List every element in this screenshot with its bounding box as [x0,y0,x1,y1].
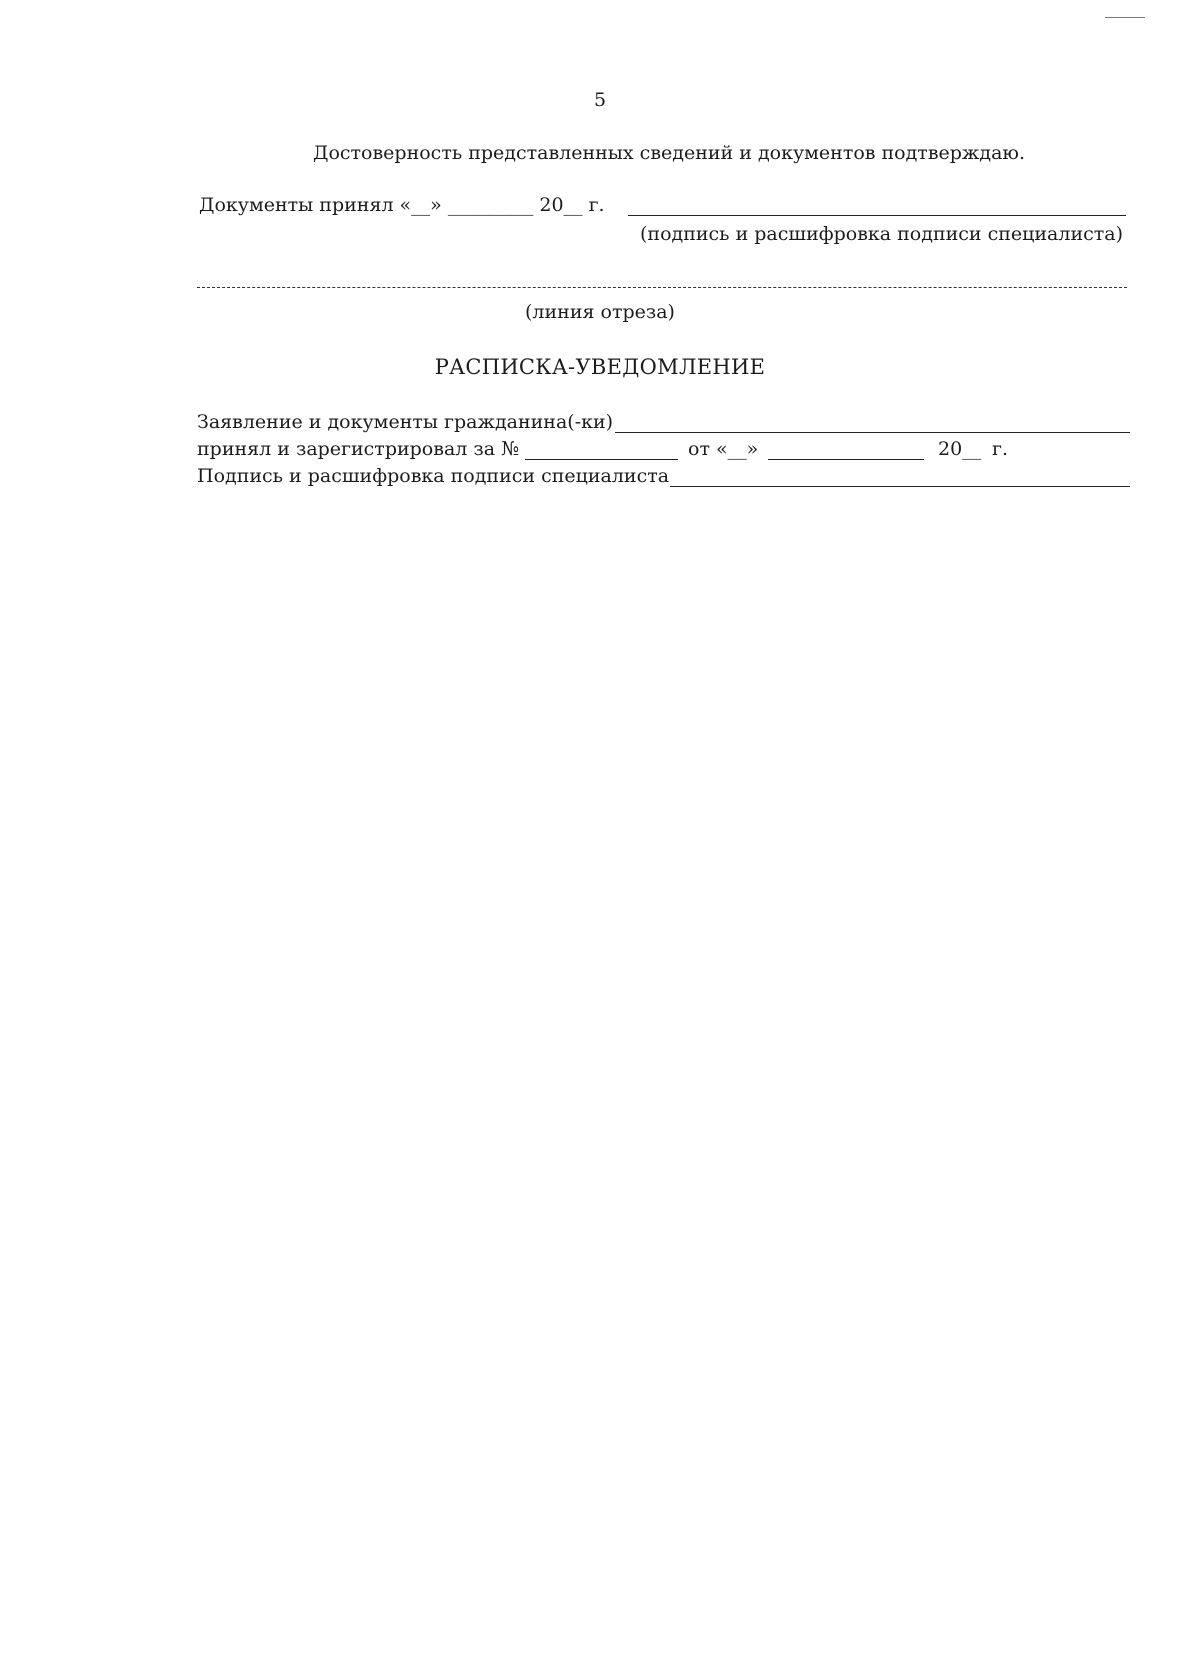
receipt-signature-label: Подпись и расшифровка подписи специалиста [197,465,670,487]
confirmation-text: Достоверность представленных сведений и документов подтверждаю. [313,142,1026,164]
documents-accepted-label: Документы принял «__» _________ 20__ г. [199,194,605,216]
registration-date-underline [768,459,924,460]
signature-caption: (подпись и расшифровка подписи специалиста) [640,223,1123,245]
signature-underline [628,215,1126,216]
receipt-title: РАСПИСКА-УВЕДОМЛЕНИЕ [434,355,766,379]
cut-line-caption: (линия отреза) [525,301,675,323]
receipt-applicant-label: Заявление и документы гражданина(-ки) [197,411,614,433]
page-number: 5 [593,89,607,111]
receipt-year-label: 20__ [938,438,982,460]
receipt-date-from-label: от «__» [688,438,759,460]
scan-mark [1105,17,1145,18]
applicant-name-underline [615,432,1130,433]
receipt-year-suffix: г. [992,438,1008,460]
receipt-registration-label: принял и зарегистрировал за № [197,438,520,460]
registration-number-underline [525,459,678,460]
cut-line [197,287,1127,288]
receipt-signature-underline [670,486,1130,487]
